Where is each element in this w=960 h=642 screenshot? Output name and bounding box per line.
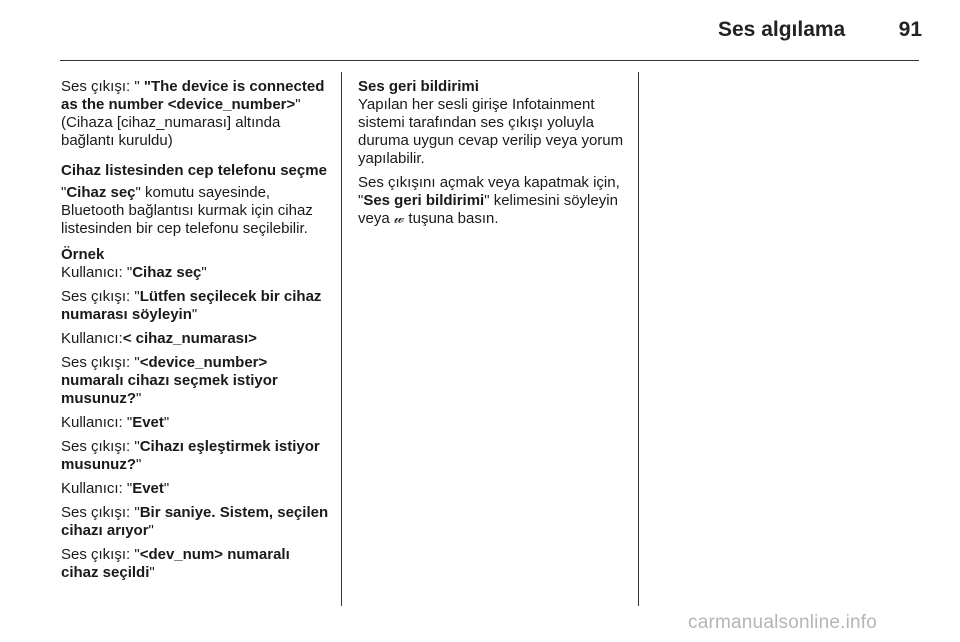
example-user-4 (61, 480, 329, 498)
bold-text: < cihaz_numarası> (122, 330, 257, 347)
column-divider-left (341, 72, 342, 606)
phone-key-icon: 𝓌 (393, 210, 405, 227)
left-column (61, 78, 329, 588)
bold-text: Bir saniye. Sistem, seçilen cihazı arıyor (61, 504, 329, 539)
bold-text: <device_number> numaralı cihazı seçmek istiyor musunuz? (61, 354, 278, 407)
text: " kelimesini söyleyin veya (358, 192, 618, 227)
text: " (61, 184, 67, 201)
voice-feedback-toggle-instructions (358, 174, 630, 228)
text: " (149, 564, 155, 581)
voice-output-connected (61, 78, 329, 150)
example-output-3 (61, 438, 329, 474)
text: Kullanıcı: " (61, 414, 133, 431)
page-number: 91 (898, 18, 922, 41)
text: tuşuna basın. (404, 210, 499, 227)
bold-text: Cihaz seç (66, 184, 136, 201)
text: " komutu sayesinde, Bluetooth bağlantısı kurmak için cihaz listesinden bir cep telefonu seçilebilir. (61, 184, 313, 237)
text: " (201, 264, 207, 281)
text: " (Cihaza [cihaz_numarası] altında bağlantı kuruldu) (61, 96, 301, 149)
text: Kullanıcı: " (61, 264, 133, 281)
text: Ses çıkışını açmak veya kapatmak için, " (358, 174, 620, 209)
section-heading-example: Örnek (61, 246, 105, 263)
bold-text: <dev_num> numaralı cihaz seçildi (61, 546, 290, 581)
section-heading-select-phone: Cihaz listesinden cep telefonu seçme (61, 162, 327, 179)
text: Ses çıkışı: " (61, 438, 140, 455)
text: Ses çıkışı: " (61, 546, 140, 563)
bold-text: Cihazı eşleştirmek istiyor musunuz? (61, 438, 320, 473)
text: " (163, 480, 170, 497)
section-heading-voice-feedback: Ses geri bildirimi (358, 78, 479, 95)
bold-text: Evet (132, 480, 164, 497)
example-user-1 (61, 264, 329, 282)
bold-text: "The device is connected as the number <device_number> (61, 78, 325, 113)
example-user-2 (61, 330, 329, 348)
text: " (148, 522, 154, 539)
text: Ses çıkışı: " (61, 288, 140, 305)
text: " (191, 306, 198, 323)
example-output-1 (61, 288, 329, 324)
text: Ses çıkışı: " (61, 78, 140, 95)
text: Ses çıkışı: " (61, 354, 140, 371)
column-divider-right (638, 72, 639, 606)
example-user-3 (61, 414, 329, 432)
text: Ses çıkışı: " (61, 504, 140, 521)
text: Kullanıcı: (61, 330, 123, 347)
watermark: carmanualsonline.info (688, 612, 878, 633)
bold-text: Lütfen seçilecek bir cihaz numarası söyleyin (61, 288, 322, 323)
example-output-2 (61, 354, 329, 408)
voice-feedback-description: Yapılan her sesli girişe Infotainment sistemi tarafından ses çıkışı yoluyla duruma uygun cevap verilip veya yorum yapılabilir. (358, 96, 624, 167)
bold-text: Evet (132, 414, 164, 431)
select-phone-description (61, 184, 329, 238)
text: " (136, 456, 142, 473)
text: Kullanıcı: " (61, 480, 133, 497)
bold-text: Cihaz seç (132, 264, 202, 281)
example-output-5 (61, 546, 329, 582)
page-title: Ses algılama (718, 18, 846, 41)
text: " (136, 390, 142, 407)
example-output-4 (61, 504, 329, 540)
bold-text: Ses geri bildirimi (363, 192, 485, 209)
header-divider (60, 60, 919, 61)
text: " (163, 414, 170, 431)
middle-column (358, 78, 630, 234)
